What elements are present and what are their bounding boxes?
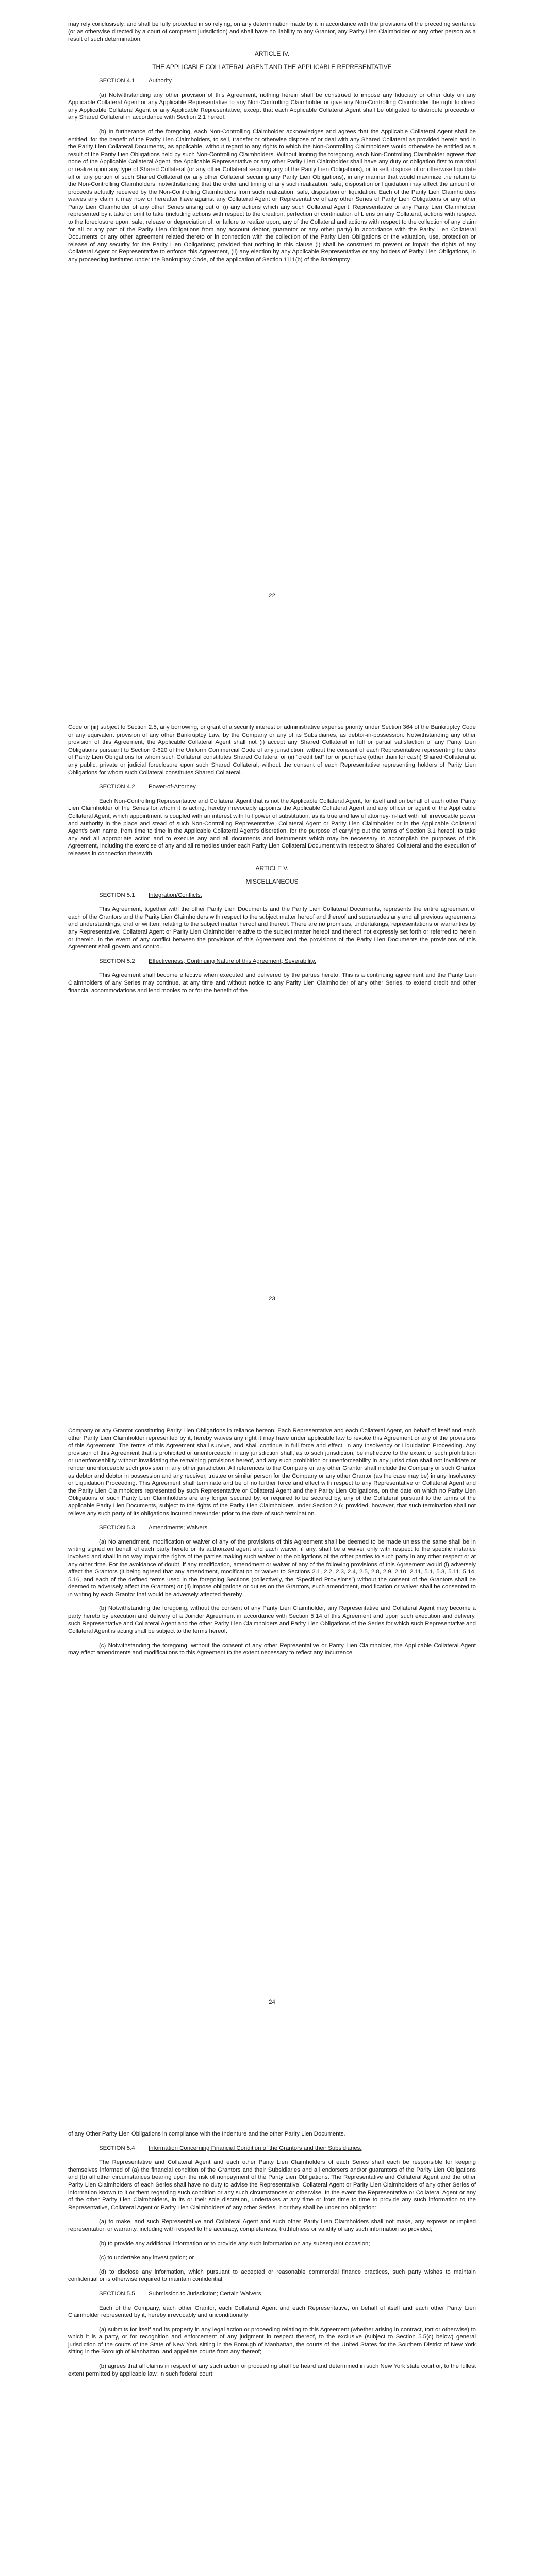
body-paragraph: The Representative and Collateral Agent and each other Parity Lien Claimholders of each Series shall each be responsible for keeping themselves informed of (a) the financial condition of the Grantors and their Subsidiaries and all endorsers and/or guarantors of the Parity Lien Obligations and (b) all other circumstances bearing upon the risk of nonpayment of the Parity Lien Obligations. The Representative and Collateral Agent and the other Parity Lien Claimholders of each Series shall have no duty to advise the Representative, Collateral Agent or Parity Lien Claimholders of any other Series of information known to it or them regarding such condition or any such circumstances or otherwise. In the event the Representative or Collateral Agent or any of the other Parity Lien Claimholders, in its or their sole discretion, undertakes at any time or from time to time to provide any such information to the Representative, Collateral Agent or Parity Lien Claimholders of any other Series, it or they shall be under no obligation: <box>68 2159 476 2211</box>
section-title: Amendments; Waivers. <box>149 1524 209 1531</box>
article-heading: ARTICLE V. <box>255 864 289 872</box>
page-number: 24 <box>269 1999 275 2005</box>
section-heading <box>68 958 476 965</box>
body-paragraph: Each of the Company, each other Grantor, each Collateral Agent and each Representative, on behalf of itself and each other Parity Lien Claimholder represented by it, hereby irrevocably and unconditionally: <box>68 2304 476 2319</box>
section-title: Effectiveness; Continuing Nature of this Agreement; Severability. <box>149 958 317 964</box>
section-title: Information Concerning Financial Condition of the Grantors and their Subsidiaries. <box>149 2145 362 2151</box>
body-paragraph: Each Non-Controlling Representative and Collateral Agent that is not the Applicable Collateral Agent, for itself and on behalf of each other Parity Lien Claimholder of the Series for whom it is acting, hereby irrevocably appoints the Applicable Collateral Agent and any officer or agent of the Applicable Collateral Agent, which appointment is coupled with an interest with full power of substitution, as its true and lawful attorney-in-fact with full irrevocable power and authority in the place and stead of such Non-Controlling Representative, Collateral Agent or Parity Lien Claimholder or in the Applicable Collateral Agent’s own name, from time to time in the Applicable Collateral Agent’s discretion, for the purpose of carrying out the terms of Section 3.1 hereof, to take any and all appropriate action and to execute any and all documents and instruments which may be necessary to accomplish the purposes of this Agreement, including the exercise of any and all remedies under each Parity Lien Collateral Document with respect to Shared Collateral and the execution of releases in connection therewith. <box>68 798 476 857</box>
document-page <box>0 2130 544 2384</box>
section-number: SECTION 5.2 <box>99 958 135 964</box>
section-title: Submission to Jurisdiction; Certain Waivers. <box>149 2290 263 2297</box>
section-heading <box>68 2145 476 2153</box>
body-paragraph: (b) to provide any additional information or to provide any such information on any subsequent occasion; <box>99 2240 370 2247</box>
body-paragraph: (b) agrees that all claims in respect of any such action or proceeding shall be heard and determined in such New York state court or, to the fullest extent permitted by applicable law, in such federal court; <box>68 2363 476 2377</box>
body-paragraph: Company or any Grantor constituting Parity Lien Obligations in reliance hereon. Each Representative and each Collateral Agent, on behalf of itself and each other Parity Lien Claimholder represented by it, hereby waives any right it may have under applicable law to revoke this Agreement or any of the provisions of this Agreement. The terms of this Agreement shall survive, and shall continue in full force and effect, in any Insolvency or Liquidation Proceeding. Any provision of this Agreement that is prohibited or unenforceable in any jurisdiction shall, as to such jurisdiction, be ineffective to the extent of such prohibition or unenforceability without invalidating the remaining provisions hereof, and any such prohibition or unenforceability in any jurisdiction shall not invalidate or render unenforceable such provision in any other jurisdiction. All references to the Company or any other Grantor shall include the Company or such Grantor as debtor and debtor in possession and any receiver, trustee or similar person for the Company or any other Grantor (as the case may be) in any Insolvency or Liquidation Proceeding. This Agreement shall terminate and be of no further force and effect with respect to any Representative or Collateral Agent and the Parity Lien Claimholders represented by such Representative or Collateral Agent and their Parity Lien Obligations, on the date on which no Parity Lien Obligations of such Parity Lien Claimholders are any longer secured by, or required to be secured by, any of the Collateral pursuant to the terms of the applicable Parity Lien Documents, subject to the rights of the Parity Lien Claimholders under Section 2.6; provided, however, that such termination shall not relieve any such party of its obligations incurred hereunder prior to the date of such termination. <box>68 1428 476 1517</box>
body-paragraph: (a) No amendment, modification or waiver of any of the provisions of this Agreement shall be deemed to be made unless the same shall be in writing signed on behalf of each party hereto or its authorized agent and each waiver, if any, shall be a waiver only with respect to the specific instance involved and shall in no way impair the rights of the parties making such waiver or the obligations of the other parties to such party in any other respect or at any other time. For the avoidance of doubt, if any modification, amendment or waiver of any of the following provisions of this Agreement would (i) adversely affect the Grantors (it being agreed that any amendment, modification or waiver to Sections 2.1, 2.2, 2.3, 2.4, 2.5, 2.8, 2.9, 2.10, 2.11, 5.1, 5.3, 5.11, 5.14, 5.16, and each of the defined terms used in the foregoing Sections (collectively, the “Specified Provisions”) without the consent of the Grantors shall be deemed to adversely affect the Grantors) or (ii) impose obligations or duties on the Grantors, such amendment, modification or waiver shall be consented to in writing by each Grantor that would be adversely affected thereby. <box>68 1538 476 1598</box>
section-title: Power-of-Attorney. <box>149 784 197 790</box>
section-title: Authority. <box>149 77 173 84</box>
section-heading <box>68 2290 476 2298</box>
body-paragraph: (b) In furtherance of the foregoing, each Non-Controlling Claimholder acknowledges and agrees that the Applicable Collateral Agent shall be entitled, for the benefit of the Parity Lien Claimholders, to sell, transfer or otherwise dispose of or deal with any Shared Collateral as provided herein and in the Parity Lien Collateral Documents, as applicable, without regard to any rights to which the Non-Controlling Claimholders would otherwise be entitled as a result of the Parity Lien Obligations held by such Non-Controlling Claimholders. Without limiting the foregoing, each Non-Controlling Claimholder agrees that none of the Applicable Collateral Agent, the Applicable Representative or any other Parity Lien Claimholder shall have any duty or obligation first to marshal or realize upon any type of Shared Collateral (or any other Collateral securing any of the Parity Lien Obligations), or to sell, dispose of or otherwise liquidate all or any portion of such Shared Collateral (or any other Collateral securing any Parity Lien Obligations), in any manner that would maximize the return to the Non-Controlling Claimholders, notwithstanding that the order and timing of any such realization, sale, disposition or liquidation may affect the amount of proceeds actually received by the Non-Controlling Claimholders from such realization, sale, disposition or liquidation. Each of the Parity Lien Claimholders waives any claim it may now or hereafter have against any Collateral Agent or Representative of any other Series of Parity Lien Obligations or any other Parity Lien Claimholder of any other Series arising out of (i) any actions which any such Collateral Agent, Representative or any Parity Lien Claimholder represented by it take or omit to take (including actions with respect to the creation, perfection or continuation of Liens on any Collateral, actions with respect to the foreclosure upon, sale, release or depreciation of, or failure to realize upon, any of the Collateral and actions with respect to the collection of any claim for all or any part of the Parity Lien Obligations from any account debtor, guarantor or any other party) in accordance with the Parity Lien Collateral Documents or any other agreement related thereto or in connection with the collection of the Parity Lien Obligations or the valuation, use, protection or release of any security for the Parity Lien Obligations; provided that nothing in this clause (i) shall be construed to prevent or impair the rights of any Collateral Agent or Representative to enforce this Agreement, (ii) any election by any Applicable Representative or any holders of Parity Lien Obligations, in any proceeding instituted under the Bankruptcy Code, of the application of Section 1111(b) of the Bankruptcy <box>68 128 476 263</box>
body-paragraph: (a) submits for itself and its property in any legal action or proceeding relating to this Agreement (whether arising in contract, tort or otherwise) to which it is a party, or for recognition and enforcement of any judgment in respect thereof, to the exclusive (subject to Section 5.5(c) below) general jurisdiction of the courts of the State of New York sitting in the Borough of Manhattan, the courts of the United States for the Southern District of New York sitting in the Borough of Manhattan, and appellate courts from any thereof; <box>68 2326 476 2355</box>
article-heading: THE APPLICABLE COLLATERAL AGENT AND THE APPLICABLE REPRESENTATIVE <box>152 63 392 71</box>
document-page <box>0 724 544 1001</box>
body-paragraph: (b) Notwithstanding the foregoing, without the consent of any Parity Lien Claimholder, any Representative and Collateral Agent may become a party hereto by execution and delivery of a Joinder Agreement in accordance with Section 5.14 of this Agreement and upon such execution and delivery, such Representative and Collateral Agent and the other Parity Lien Claimholders and Parity Lien Obligations of the Series for which such Representative and Collateral Agent is acting shall be subject to the terms hereof. <box>68 1605 476 1635</box>
section-heading <box>68 1524 476 1532</box>
article-heading: MISCELLANEOUS <box>245 878 299 886</box>
document-page <box>0 21 544 270</box>
body-paragraph: (c) to undertake any investigation; or <box>99 2255 194 2261</box>
article-heading: ARTICLE IV. <box>254 49 290 57</box>
document-page <box>0 1427 544 1664</box>
body-paragraph: (a) to make, and such Representative and Collateral Agent and such other Parity Lien Claimholders shall not make, any express or implied representation or warranty, including with respect to the accuracy, completeness, truthfulness or validity of any such information so provided; <box>68 2218 476 2232</box>
body-paragraph: (c) Notwithstanding the foregoing, without the consent of any other Representative or Parity Lien Claimholder, the Applicable Collateral Agent may effect amendments and modifications to this Agreement to the extent necessary to reflect any Incurrence <box>68 1642 476 1656</box>
body-paragraph: This Agreement, together with the other Parity Lien Documents and the Parity Lien Collateral Documents, represents the entire agreement of each of the Grantors and the Parity Lien Claimholders with respect to the subject matter hereof and thereof and supersedes any and all previous agreements and understandings, oral or written, relating to the subject matter hereof and thereof. There are no promises, undertakings, representations or warranties by any Representative, Collateral Agent or Parity Lien Claimholder relative to the subject matter hereof and thereof not expressly set forth or referred to herein or therein. In the event of any conflict between the provisions of this Agreement and the provisions of the Parity Lien Documents the provisions of this Agreement shall govern and control. <box>68 906 476 951</box>
page-number: 22 <box>269 592 275 599</box>
section-number: SECTION 4.1 <box>99 77 135 84</box>
body-paragraph: may rely conclusively, and shall be fully protected in so relying, on any determination made by it in accordance with the provisions of the preceding sentence (or as otherwise directed by a court of competent jurisdiction) and shall have no liability to any Grantor, any Parity Lien Claimholder or any other person as a result of such determination. <box>68 21 476 43</box>
section-title: Integration/Conflicts. <box>149 892 202 899</box>
section-number: SECTION 5.5 <box>99 2290 135 2297</box>
body-paragraph: This Agreement shall become effective when executed and delivered by the parties hereto. This is a continuing agreement and the Parity Lien Claimholders of any Series may continue, at any time and without notice to any Parity Lien Claimholder of any other Series, to extend credit and other financial accommodations and lend monies to or for the benefit of the <box>68 972 476 994</box>
page-number: 23 <box>269 1296 275 1302</box>
section-number: SECTION 4.2 <box>99 784 135 790</box>
body-paragraph: of any Other Parity Lien Obligations in compliance with the Indenture and the other Parity Lien Documents. <box>68 2131 345 2137</box>
body-paragraph: (a) Notwithstanding any other provision of this Agreement, nothing herein shall be construed to impose any fiduciary or other duty on any Applicable Collateral Agent or any Applicable Representative to any Non-Controlling Claimholder or give any Non-Controlling Claimholder the right to direct any Applicable Collateral Agent or any Applicable Representative, except that each Applicable Collateral Agent shall be obligated to distribute proceeds of any Shared Collateral in accordance with Section 2.1 hereof. <box>68 92 476 121</box>
section-number: SECTION 5.3 <box>99 1524 135 1531</box>
section-number: SECTION 5.1 <box>99 892 135 899</box>
section-heading <box>68 77 476 85</box>
body-paragraph: (d) to disclose any information, which pursuant to accepted or reasonable commercial finance practices, such party wishes to maintain confidential or is otherwise required to maintain confidential. <box>68 2268 476 2283</box>
section-heading <box>68 783 476 791</box>
body-paragraph: Code or (iii) subject to Section 2.5, any borrowing, or grant of a security interest or administrative expense priority under Section 364 of the Bankruptcy Code or any equivalent provision of any other Bankruptcy Law, by the Company or any of its Subsidiaries, as debtor-in-possession. Notwithstanding any other provision of this Agreement, the Applicable Collateral Agent shall not (i) accept any Shared Collateral in full or partial satisfaction of any Parity Lien Obligations pursuant to Section 9-620 of the Uniform Commercial Code of any jurisdiction, without the consent of each Representative representing holders of Parity Lien Obligations for whom such Collateral constitutes Shared Collateral or (ii) “credit bid” for or purchase (other than for cash) Shared Collateral at any public, private or judicial foreclosure upon such Shared Collateral, without the consent of each Representative representing holders of Parity Lien Obligations for whom such Collateral constitutes Shared Collateral. <box>68 724 476 776</box>
section-heading <box>68 892 476 900</box>
section-number: SECTION 5.4 <box>99 2145 135 2151</box>
